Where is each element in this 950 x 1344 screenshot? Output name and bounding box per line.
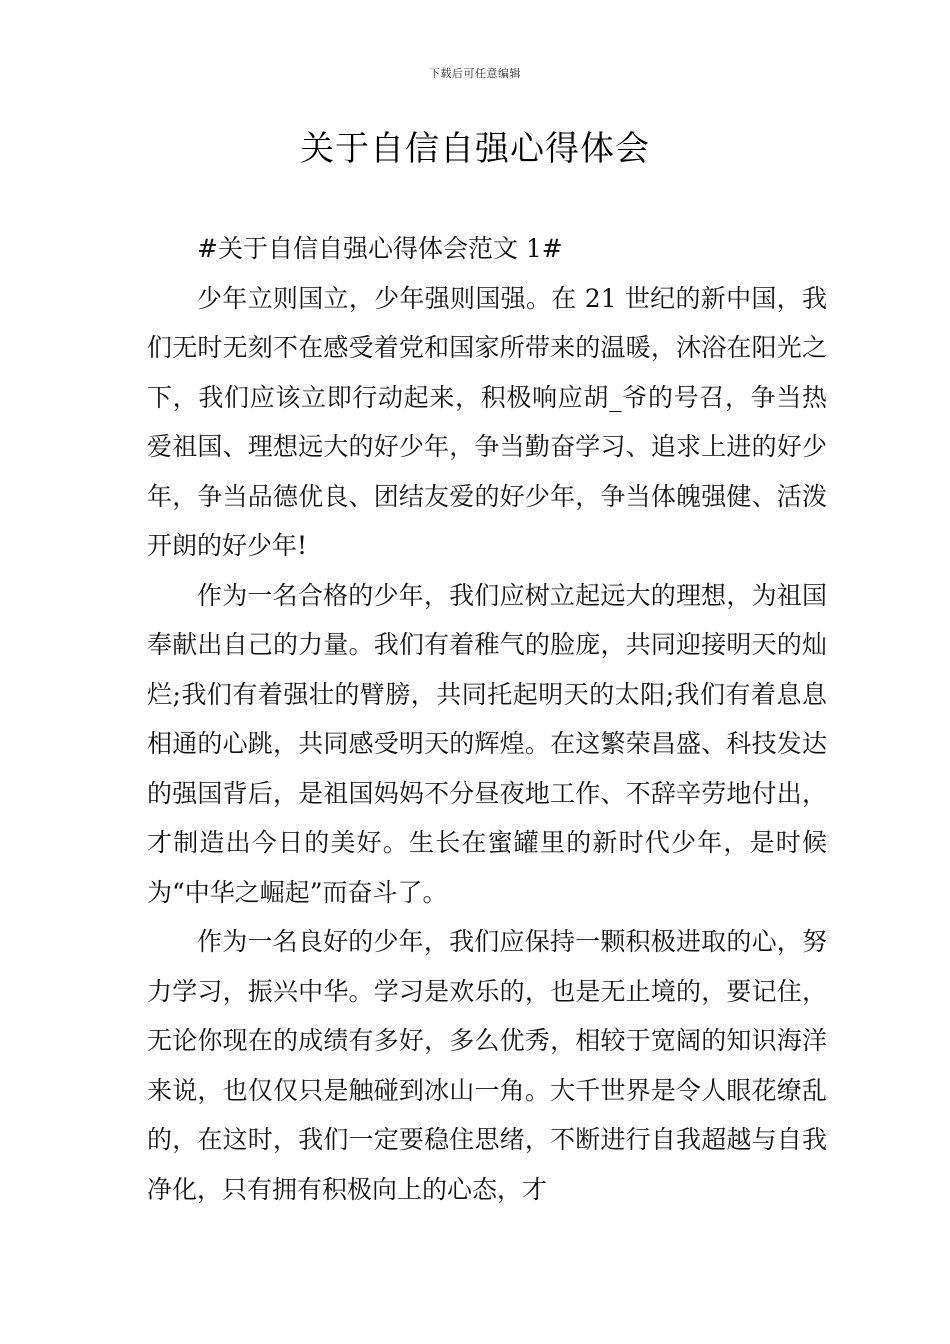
body-paragraph-1: 少年立则国立，少年强则国强。在 21 世纪的新中国，我们无时无刻不在感受着党和国家所带来的温暖，沐浴在阳光之下，我们应该立即行动起来，积极响应胡_爷的号召，争当热爱祖国、理想远大的好少年，争当勤奋学习、追求上进的好少年，争当品德优良、团结友爱的好少年，争当体魄强健、活泼开朗的好少年! — [147, 283, 827, 560]
body-paragraph-3: 作为一名良好的少年，我们应保持一颗积极进取的心，努力学习，振兴中华。学习是欢乐的，也是无止境的，要记住，无论你现在的成绩有多好，多么优秀，相较于宽阔的知识海洋来说，也仅仅只是触碰到冰山一角。大千世界是令人眼花缭乱的，在这时，我们一定要稳住思绪，不断进行自我超越与自我净化，只有拥有积极向上的心态，才 — [147, 927, 827, 1204]
body-paragraph-2: 作为一名合格的少年，我们应树立起远大的理想，为祖国奉献出自己的力量。我们有着稚气的脸庞，共同迎接明天的灿烂;我们有着强壮的臂膀，共同托起明天的太阳;我们有着息息相通的心跳，共同感受明天的辉煌。在这繁荣昌盛、科技发达的强国背后，是祖国妈妈不分昼夜地工作、不辞辛劳地付出，才制造出今日的美好。生长在蜜罐里的新时代少年，是时候为“中华之崛起”而奋斗了。 — [147, 580, 827, 907]
header-note: 下载后可任意编辑 — [429, 67, 521, 80]
document-title: 关于自信自强心得体会 — [300, 129, 650, 169]
document-body — [147, 224, 827, 1214]
section-heading: #关于自信自强心得体会范文 1# — [197, 234, 563, 263]
